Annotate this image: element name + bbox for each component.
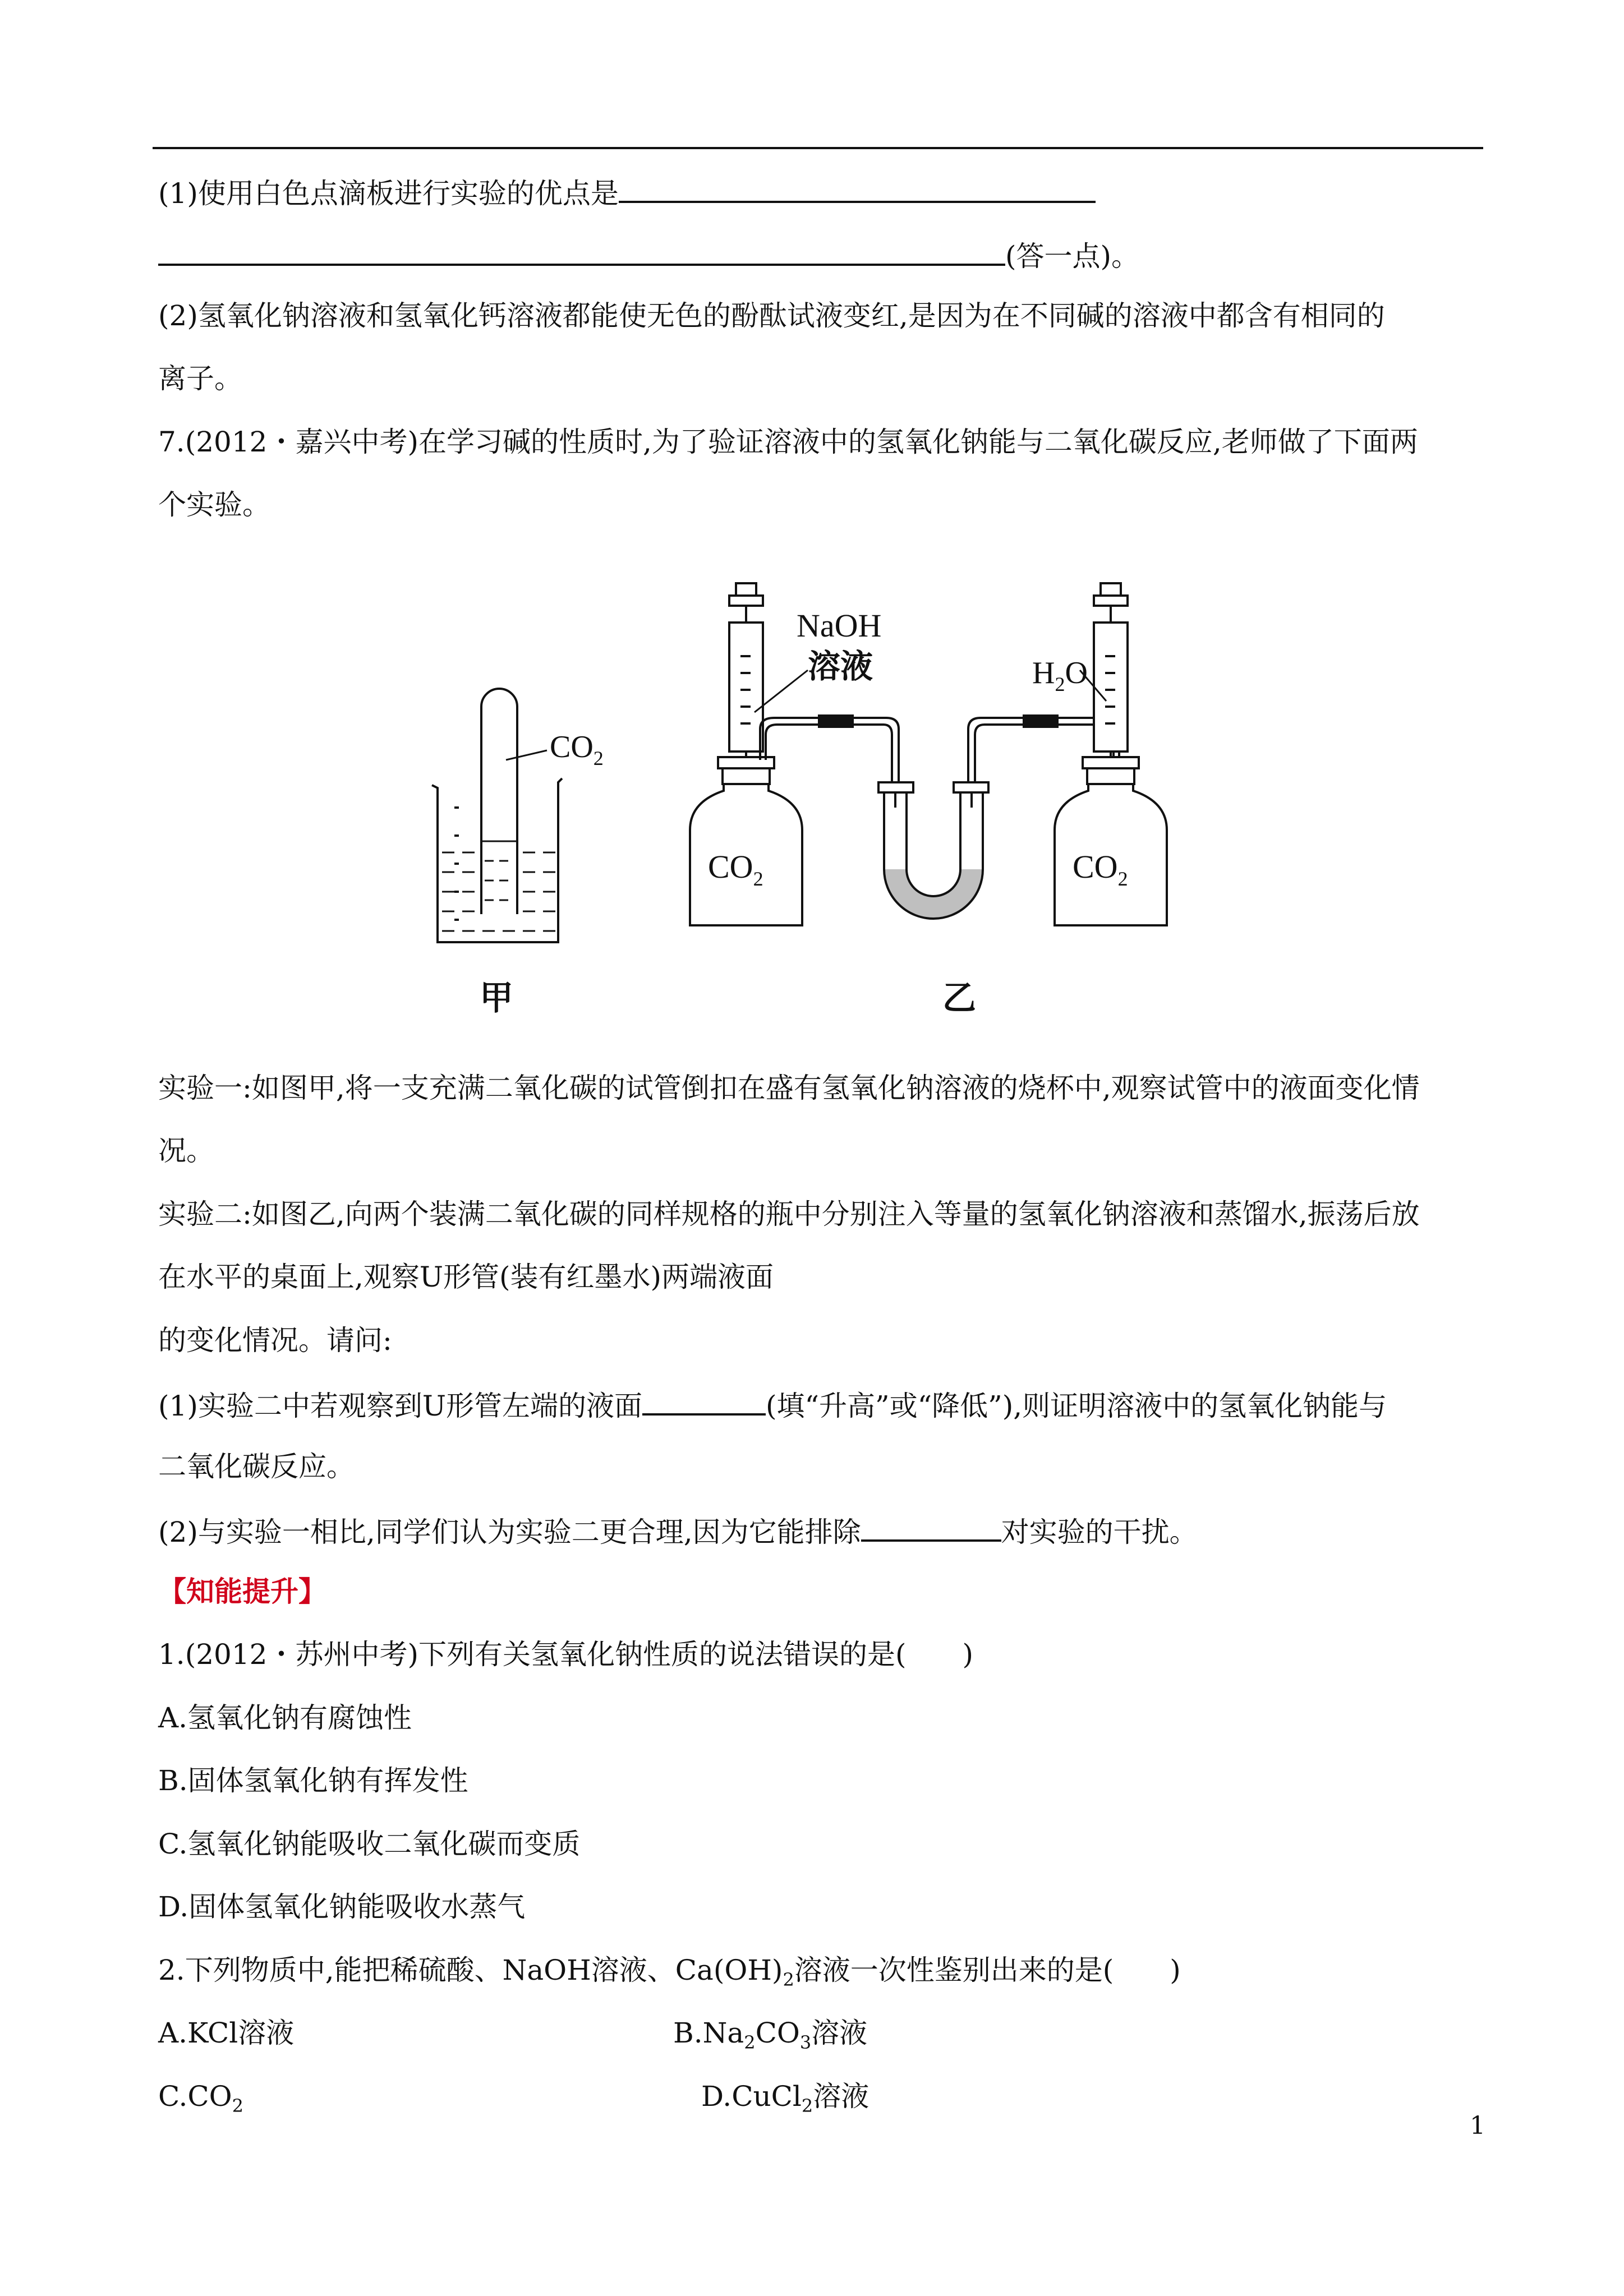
section-title: 【知能提升】 <box>158 1575 326 1608</box>
syringe-right <box>1094 583 1128 780</box>
label-naoh: NaOH <box>797 607 882 644</box>
mc2-option-c: $C.CO_2$ <box>158 2080 243 2117</box>
q7-stem-line1: 7.(2012・嘉兴中考)在学习碱的性质时,为了验证溶液中的氢氧化钠能与二氧化碳反应,老师做了下面两 <box>158 426 1418 458</box>
answer-blank[interactable] <box>861 1513 1001 1542</box>
rubber-joint <box>819 716 853 727</box>
experiment-figure <box>415 566 1212 1038</box>
q6-part1-line2: (答一点)。 <box>158 237 1139 273</box>
syringe-left <box>729 583 763 780</box>
label-co2-left-bottle: $CO_2$ <box>708 849 763 890</box>
label-h2o: $H_2O$ <box>1032 656 1088 695</box>
mc1-stem: 1.(2012・苏州中考)下列有关氢氧化钠性质的说法错误的是( ) <box>158 1638 973 1671</box>
exp2-line1: 实验二:如图乙,向两个装满二氧化碳的同样规格的瓶中分别注入等量的氢氧化钠溶液和蒸馏水,振荡后放 <box>158 1198 1420 1230</box>
q7-sub1-line1: (1)实验二中若观察到U形管左端的液面 (填“升高”或“降低”),则证明溶液中的氢氧化钠能与 <box>158 1386 1387 1423</box>
mc2-option-a: A.KCl溶液 <box>158 2017 295 2049</box>
mc1-option-b: B.固体氢氧化钠有挥发性 <box>158 1764 468 1797</box>
mc1-option-a: A.氢氧化钠有腐蚀性 <box>158 1702 412 1734</box>
top-rule <box>153 147 1483 149</box>
q7-sub2: (2)与实验一相比,同学们认为实验二更合理,因为它能排除 对实验的干扰。 <box>158 1513 1198 1549</box>
q7-sub1-line2: 二氧化碳反应。 <box>158 1450 355 1483</box>
q7-stem-line2: 个实验。 <box>158 488 270 521</box>
label-co2-right-bottle: $CO_2$ <box>1073 849 1128 890</box>
bottle-right <box>1055 757 1167 925</box>
exp2-line3: 的变化情况。请问: <box>158 1324 392 1357</box>
mc1-option-c: C.氢氧化钠能吸收二氧化碳而变质 <box>158 1828 581 1860</box>
u-tube <box>878 782 996 919</box>
mc2-stem: 2.下列物质中,能把稀硫酸、NaOH溶液、$Ca(OH)_2$溶液一次性鉴别出来的是( ) <box>158 1954 1181 1990</box>
caption-yi: 乙 <box>942 979 976 1018</box>
q6-part2-line1: (2)氢氧化钠溶液和氢氧化钙溶液都能使无色的酚酞试液变红,是因为在不同碱的溶液中都含有相同的 <box>158 299 1385 332</box>
answer-blank[interactable] <box>158 237 1005 266</box>
answer-blank[interactable] <box>642 1386 766 1416</box>
rubber-joint <box>1024 716 1057 727</box>
mc2-option-b: $B.Na_2CO_3$溶液 <box>673 2017 868 2053</box>
q6-part1-line1: (1)使用白色点滴板进行实验的优点是 <box>158 174 1096 210</box>
exp1-line2: 况。 <box>158 1135 214 1167</box>
label-solution: 溶液 <box>808 647 873 685</box>
mc2-option-d: D.CuCl$_2$溶液 <box>701 2080 869 2117</box>
exp2-line2: 在水平的桌面上,观察U形管(装有红墨水)两端液面 <box>158 1261 774 1293</box>
answer-blank[interactable] <box>619 174 1096 203</box>
mc1-option-d: D.固体氢氧化钠能吸收水蒸气 <box>158 1891 526 1923</box>
q6-part2-line2: 离子。 <box>158 362 242 395</box>
exp1-line1: 实验一:如图甲,将一支充满二氧化碳的试管倒扣在盛有氢氧化钠溶液的烧杯中,观察试管中的液面变化情 <box>158 1072 1420 1104</box>
apparatus-jia <box>432 689 604 1018</box>
bottle-left <box>690 757 802 925</box>
apparatus-yi <box>690 583 1167 1018</box>
u-tube-liquid <box>884 869 983 919</box>
label-co2-jia: $CO_2$ <box>550 730 604 769</box>
page-number: 1 <box>1470 2111 1485 2140</box>
caption-jia: 甲 <box>480 979 513 1018</box>
